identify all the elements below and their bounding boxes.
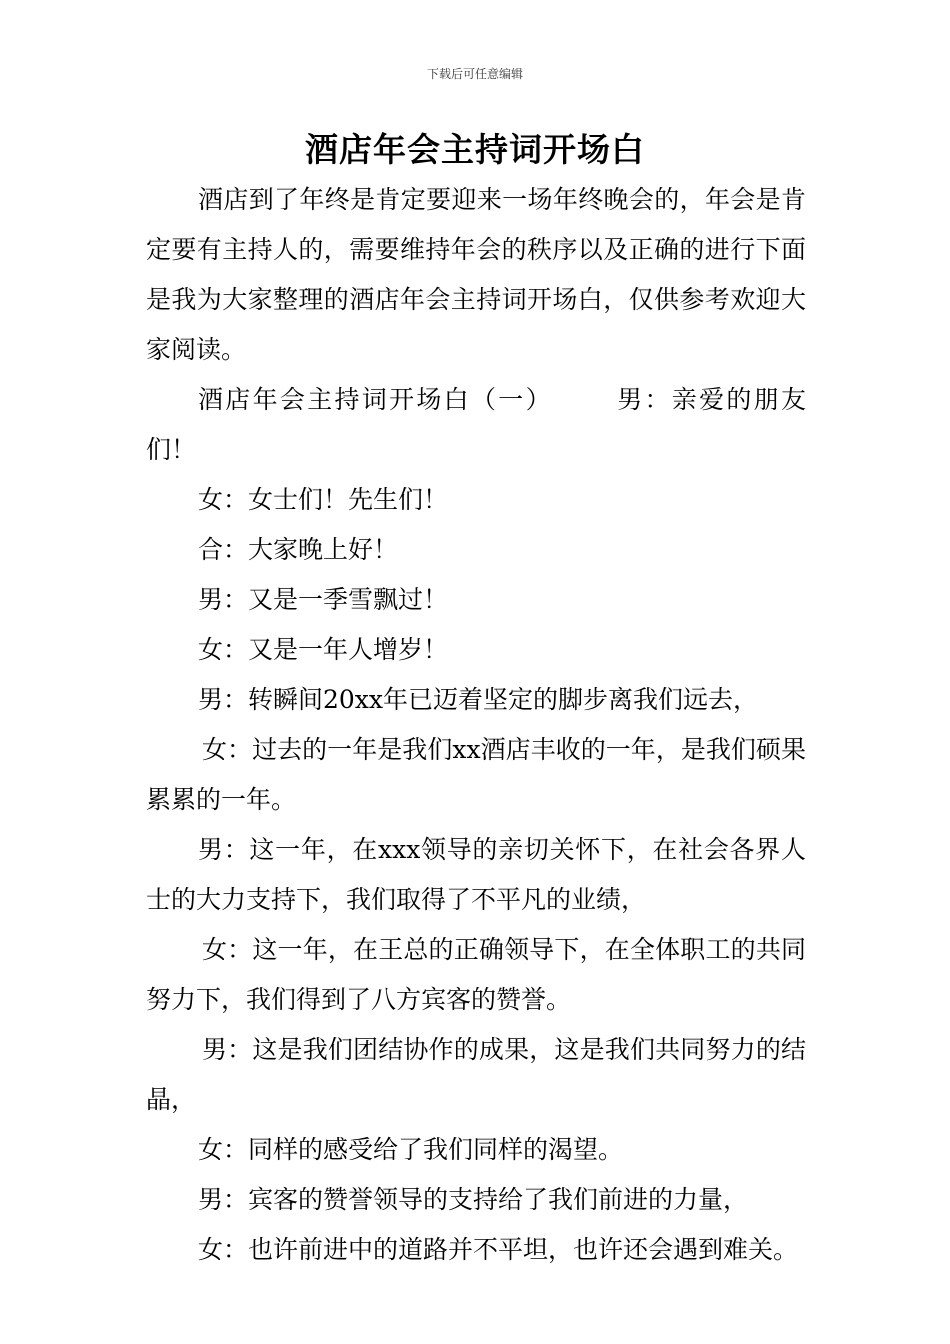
dialogue-line: 女：这一年，在王总的正确领导下，在全体职工的共同努力下，我们得到了八方宾客的赞誉。	[146, 935, 806, 1014]
dialogue-line: 男：宾客的赞誉领导的支持给了我们前进的力量，	[198, 1185, 749, 1214]
dialogue-line: 男：亲爱的朋友们！	[146, 385, 806, 464]
dialogue-line: 男：这一年，在xxx领导的亲切关怀下，在社会各界人士的大力支持下，我们取得了不平凡的业绩，	[146, 835, 806, 914]
section-heading-line	[146, 375, 806, 475]
dialogue-line: 男：转瞬间20xx年已迈着坚定的脚步离我们远去，	[198, 685, 759, 714]
header-note: 下载后可任意编辑	[426, 67, 523, 81]
dialogue-line: 女：也许前进中的道路并不平坦，也许还会遇到难关。	[198, 1235, 799, 1264]
document-body	[146, 175, 806, 1275]
document-title: 酒店年会主持词开场白	[305, 130, 645, 169]
dialogue-line: 男：这是我们团结协作的成果，这是我们共同努力的结晶，	[146, 1035, 806, 1114]
dialogue-line: 女：又是一年人增岁！	[198, 635, 449, 664]
dialogue-line: 男：又是一季雪飘过！	[198, 585, 449, 614]
intro-paragraph: 酒店到了年终是肯定要迎来一场年终晚会的，年会是肯定要有主持人的，需要维持年会的秩序以及正确的进行下面是我为大家整理的酒店年会主持词开场白，仅供参考欢迎大家阅读。	[146, 185, 806, 364]
dialogue-line: 合：大家晚上好！	[198, 535, 399, 564]
section-heading: 酒店年会主持词开场白（一）	[198, 385, 553, 414]
dialogue-line: 女：女士们！先生们！	[198, 485, 449, 514]
dialogue-line: 女：过去的一年是我们xx酒店丰收的一年，是我们硕果累累的一年。	[146, 735, 806, 814]
dialogue-line: 女：同样的感受给了我们同样的渴望。	[198, 1135, 624, 1164]
